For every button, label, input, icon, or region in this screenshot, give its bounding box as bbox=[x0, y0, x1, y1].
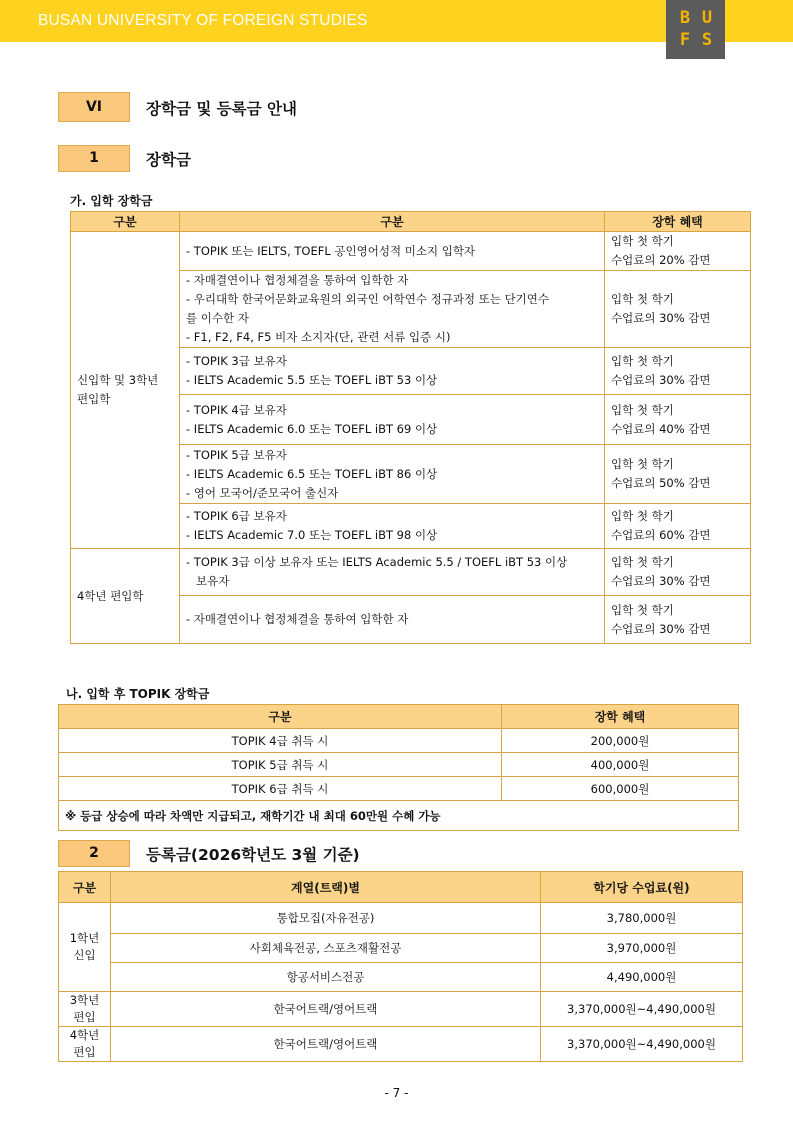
category-freshman-transfer3: 신입학 및 3학년 편입학 bbox=[71, 232, 180, 549]
category-transfer3: 3학년 편입 bbox=[59, 992, 111, 1027]
benefit-cell: 입학 첫 학기 수업료의 50% 감면 bbox=[605, 445, 751, 504]
table-row bbox=[59, 992, 743, 1027]
header-benefit: 장학 혜택 bbox=[605, 212, 751, 232]
track-cell: 사회체육전공, 스포츠재활전공 bbox=[111, 934, 541, 963]
admission-subtitle: 가. 입학 장학금 bbox=[70, 194, 153, 208]
table-row bbox=[59, 903, 743, 934]
track-cell: 한국어트랙/영어트랙 bbox=[111, 992, 541, 1027]
criteria-cell: - TOPIK 6급 보유자 - IELTS Academic 7.0 또는 TOEFL iBT 98 이상 bbox=[180, 504, 605, 549]
table-row bbox=[59, 1027, 743, 1062]
table-row bbox=[59, 801, 739, 831]
fee-cell: 3,780,000원 bbox=[541, 903, 743, 934]
criteria-cell: - TOPIK 3급 보유자 - IELTS Academic 5.5 또는 TOEFL iBT 53 이상 bbox=[180, 348, 605, 395]
category-transfer4: 4학년 편입 bbox=[59, 1027, 111, 1062]
track-cell: 한국어트랙/영어트랙 bbox=[111, 1027, 541, 1062]
header-fee: 학기당 수업료(원) bbox=[541, 872, 743, 903]
logo-letter-u: U bbox=[701, 8, 713, 28]
criteria-cell: - TOPIK 5급 보유자 - IELTS Academic 6.5 또는 TOEFL iBT 86 이상 - 영어 모국어/준모국어 출신자 bbox=[180, 445, 605, 504]
category-transfer4: 4학년 편입학 bbox=[71, 549, 180, 644]
criteria-cell: - TOPIK 4급 보유자 - IELTS Academic 6.0 또는 TOEFL iBT 69 이상 bbox=[180, 395, 605, 445]
header-category: 구분 bbox=[59, 872, 111, 903]
tuition-table bbox=[58, 871, 743, 1062]
topik-note: ※ 등급 상승에 따라 차액만 지급되고, 재학기간 내 최대 60만원 수혜 가능 bbox=[59, 801, 739, 831]
track-cell: 통합모집(자유전공) bbox=[111, 903, 541, 934]
table-row bbox=[71, 549, 751, 596]
table-header-row bbox=[59, 872, 743, 903]
table-row bbox=[59, 777, 739, 801]
section-vi-number: VI bbox=[58, 92, 130, 122]
criteria-cell: - 자매결연이나 협정체결을 통하여 입학한 자 - 우리대학 한국어문화교육원의 외국인 어학연수 정규과정 또는 단기연수 를 이수한 자 - F1, F2, F4, F5 비자 소지자(단, 관련 서류 입증 시) bbox=[180, 271, 605, 348]
table-header-row bbox=[71, 212, 751, 232]
header-level: 구분 bbox=[59, 705, 502, 729]
header-category: 구분 bbox=[71, 212, 180, 232]
benefit-cell: 입학 첫 학기 수업료의 20% 감면 bbox=[605, 232, 751, 271]
benefit-cell: 입학 첫 학기 수업료의 30% 감면 bbox=[605, 348, 751, 395]
table-row bbox=[59, 963, 743, 992]
track-cell: 항공서비스전공 bbox=[111, 963, 541, 992]
benefit-cell: 입학 첫 학기 수업료의 60% 감면 bbox=[605, 504, 751, 549]
topik-level: TOPIK 5급 취득 시 bbox=[59, 753, 502, 777]
header-benefit: 장학 혜택 bbox=[502, 705, 739, 729]
topik-subtitle: 나. 입학 후 TOPIK 장학금 bbox=[66, 687, 210, 701]
fee-cell: 3,370,000원~4,490,000원 bbox=[541, 992, 743, 1027]
fee-cell: 4,490,000원 bbox=[541, 963, 743, 992]
header-track: 계열(트랙)별 bbox=[111, 872, 541, 903]
university-name: BUSAN UNIVERSITY OF FOREIGN STUDIES bbox=[38, 12, 368, 29]
fee-cell: 3,970,000원 bbox=[541, 934, 743, 963]
topik-level: TOPIK 4급 취득 시 bbox=[59, 729, 502, 753]
benefit-cell: 입학 첫 학기 수업료의 30% 감면 bbox=[605, 596, 751, 644]
section-1-number: 1 bbox=[58, 145, 130, 172]
criteria-cell: - TOPIK 3급 이상 보유자 또는 IELTS Academic 5.5 / TOEFL iBT 53 이상 보유자 bbox=[180, 549, 605, 596]
section-2-title: 등록금(2026학년도 3월 기준) bbox=[146, 846, 360, 864]
bufs-logo bbox=[666, 0, 725, 59]
admission-scholarship-table bbox=[70, 211, 751, 644]
table-row bbox=[59, 934, 743, 963]
table-row bbox=[59, 753, 739, 777]
logo-letter-b: B bbox=[679, 8, 691, 28]
topik-amount: 200,000원 bbox=[502, 729, 739, 753]
criteria-cell: - TOPIK 또는 IELTS, TOEFL 공인영어성적 미소지 입학자 bbox=[180, 232, 605, 271]
topik-amount: 600,000원 bbox=[502, 777, 739, 801]
header-criteria: 구분 bbox=[180, 212, 605, 232]
category-freshman: 1학년 신입 bbox=[59, 903, 111, 992]
fee-cell: 3,370,000원~4,490,000원 bbox=[541, 1027, 743, 1062]
logo-letter-s: S bbox=[701, 30, 713, 50]
benefit-cell: 입학 첫 학기 수업료의 40% 감면 bbox=[605, 395, 751, 445]
section-vi-title: 장학금 및 등록금 안내 bbox=[146, 100, 297, 118]
topik-amount: 400,000원 bbox=[502, 753, 739, 777]
criteria-cell: - 자매결연이나 협정체결을 통하여 입학한 자 bbox=[180, 596, 605, 644]
section-1-title: 장학금 bbox=[146, 151, 191, 169]
benefit-cell: 입학 첫 학기 수업료의 30% 감면 bbox=[605, 271, 751, 348]
logo-letter-f: F bbox=[679, 30, 691, 50]
benefit-cell: 입학 첫 학기 수업료의 30% 감면 bbox=[605, 549, 751, 596]
table-row bbox=[71, 232, 751, 271]
section-2-number: 2 bbox=[58, 840, 130, 867]
table-header-row bbox=[59, 705, 739, 729]
topik-level: TOPIK 6급 취득 시 bbox=[59, 777, 502, 801]
table-row bbox=[59, 729, 739, 753]
page-number: - 7 - bbox=[384, 1086, 409, 1100]
topik-scholarship-table bbox=[58, 704, 739, 831]
